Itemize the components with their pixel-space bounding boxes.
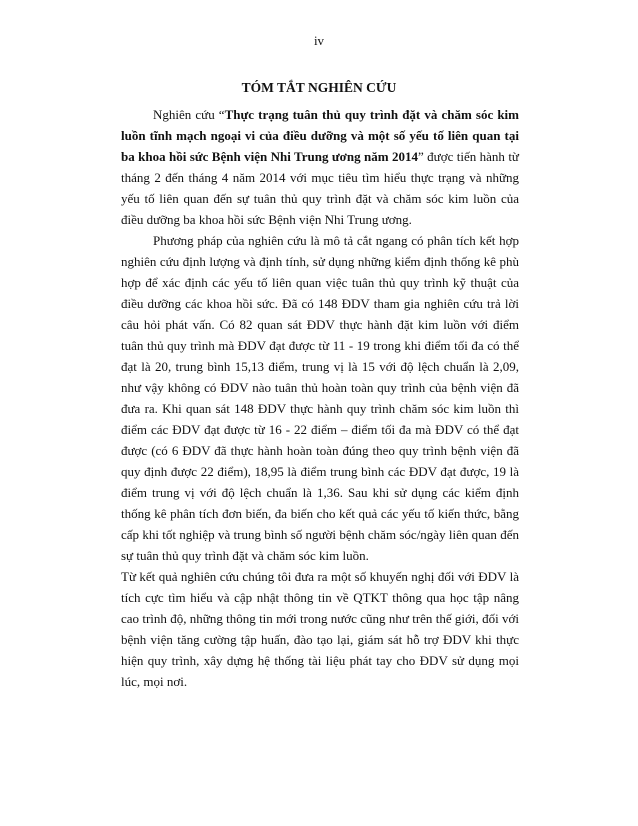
page-number: iv: [313, 33, 325, 48]
paragraph-methods: Phương pháp của nghiên cứu là mô tả cắt ngang có phân tích kết hợp nghiên cứu định lượng và định tính, sử dụng những kiểm định thống kê phù hợp để xác định các yếu tố liên quan việc tuân thủ quy trình kỹ thuật của điều dưỡng các khoa hồi sức. Đã có 148 ĐDV tham gia nghiên cứu trả lời câu hỏi phát vấn. Có 82 quan sát ĐDV thực hành đặt kim luồn với điểm tuân thủ quy trình mà ĐDV đạt được từ 11 - 19 trong khi điểm tối đa có thể đạt là 20, trung bình 15,13 điểm, trung vị là 15 với độ lệch chuẩn là 2,09, như vậy không có ĐDV nào tuân thủ hoàn toàn quy trình của bệnh viện đã đưa ra. Khi quan sát 148 ĐDV thực hành quy trình chăm sóc kim luồn thì điểm các ĐDV đạt được từ 16 - 22 điểm – điểm tối đa mà ĐDV có thể đạt được (có 6 ĐDV đã thực hành hoàn toàn đúng theo quy trình bệnh viện đã quy định được 22 điểm), 18,95 là điểm trung bình các ĐDV đạt được, 19 là điểm trung vị với độ lệch chuẩn là 1,36. Sau khi sử dụng các kiểm định thống kê phân tích đơn biến, đa biến cho kết quả các yếu tố kiến thức, bằng cấp khi tốt nghiệp và trung bình số người bệnh chăm sóc/ngày liên quan đến sự tuân thủ quy trình đặt và chăm sóc kim luồn.: [121, 233, 519, 563]
intro-lead: Nghiên cứu “: [153, 107, 225, 122]
page-title: TÓM TẮT NGHIÊN CỨU: [241, 80, 397, 95]
paragraph-intro: [121, 104, 519, 230]
intro-rest: ” được tiến hành từ tháng 2 đến tháng 4 năm 2014 với mục tiêu tìm hiểu thực trạng và những yếu tố liên quan đến sự tuân thủ quy trình đặt và chăm sóc kim luồn của điều dưỡng ba khoa hồi sức Bệnh viện Nhi Trung ương.: [121, 149, 519, 227]
study-title: Thực trạng tuân thủ quy trình đặt và chăm sóc kim luồn tĩnh mạch ngoại vi của điều dưỡng và một số yếu tố liên quan tại ba khoa hồi sức Bệnh viện Nhi Trung ương năm 2014: [121, 107, 519, 164]
paragraph-recommendations: Từ kết quả nghiên cứu chúng tôi đưa ra một số khuyến nghị đối với ĐDV là tích cực tìm hiểu và cập nhật thông tin về QTKT thông qua học tập nâng cao trình độ, những thông tin mới trong nước cũng như trên thế giới, đối với bệnh viện tăng cường tập huấn, đào tạo lại, giám sát hỗ trợ ĐDV khi thực hiện quy trình, xây dựng hệ thống tài liệu phát tay cho ĐDV sử dụng mọi lúc, mọi nơi.: [121, 569, 519, 689]
abstract-body: [121, 104, 519, 692]
